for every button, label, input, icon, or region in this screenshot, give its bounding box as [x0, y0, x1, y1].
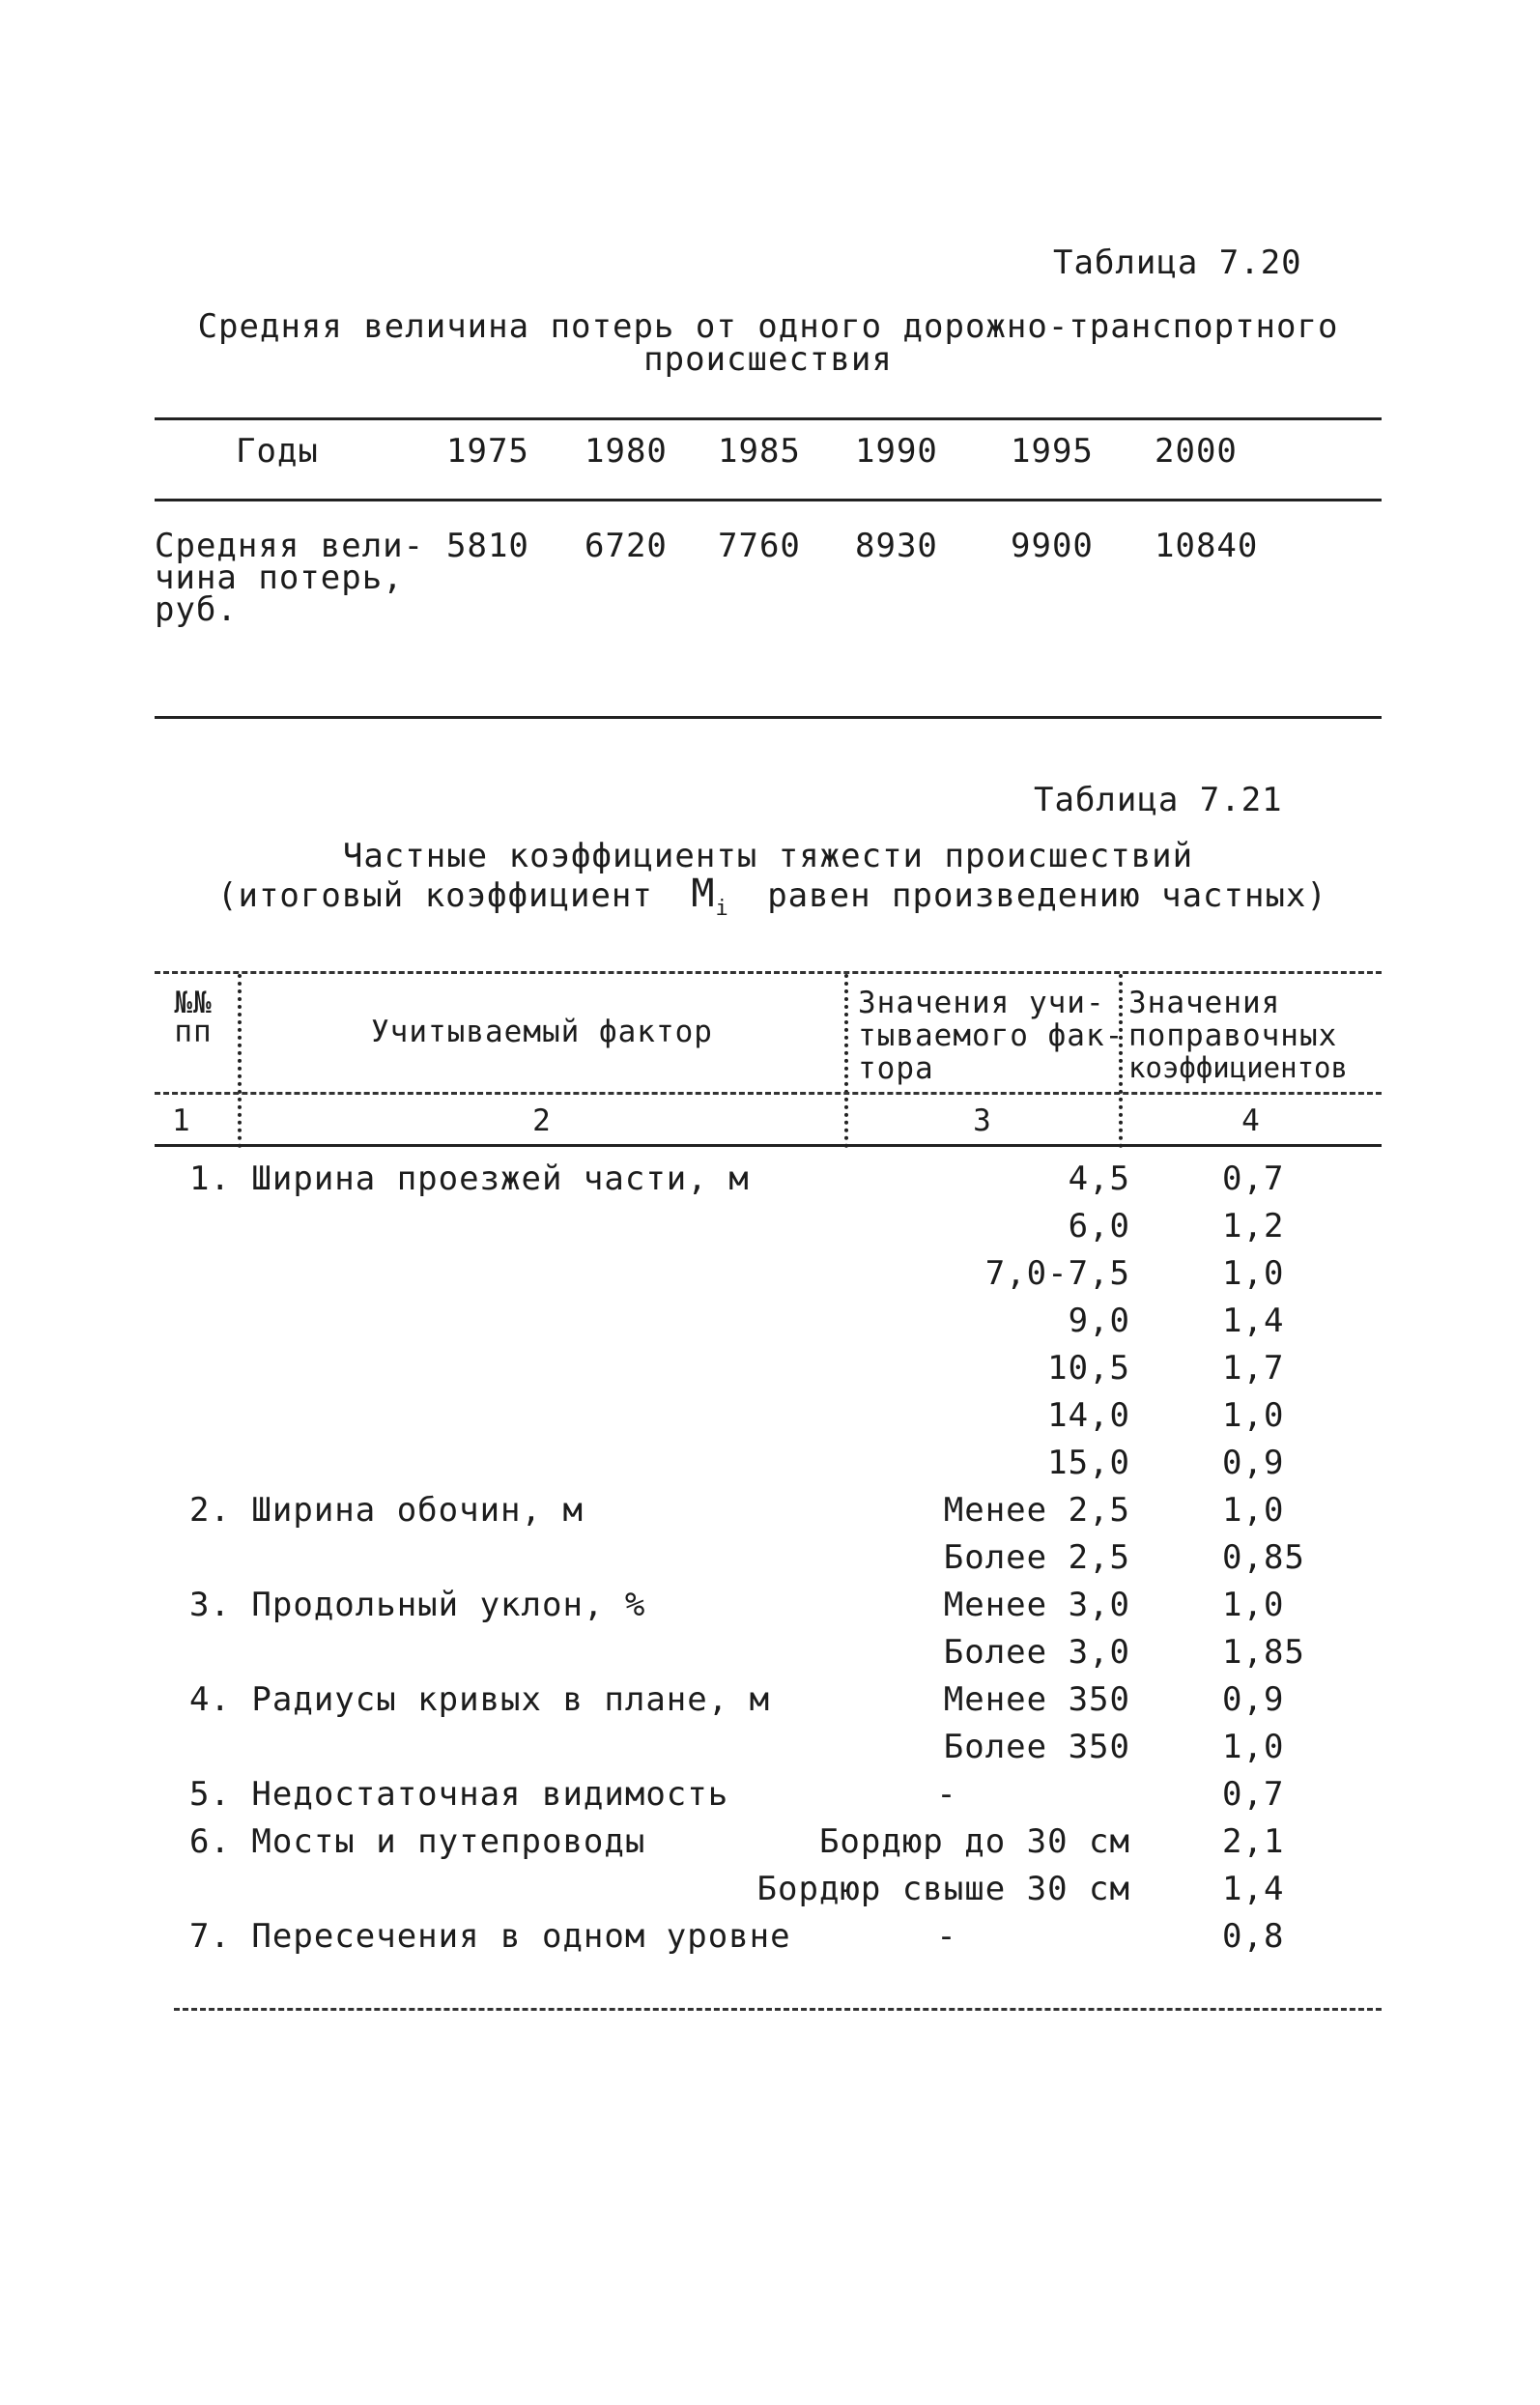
- table-title-line2: происшествия: [643, 340, 893, 379]
- title-subscript: i: [715, 897, 729, 921]
- table1-header-rule: [155, 499, 1382, 501]
- header-col4-line1: Значения: [1128, 986, 1281, 1020]
- coefficient-cell: 1,0: [1222, 1254, 1285, 1293]
- coefficient-cell: 0,7: [1222, 1775, 1285, 1814]
- table1-top-rule: [155, 417, 1382, 420]
- title-symbol: $M_i$: [691, 872, 729, 921]
- title-text-a: (итоговый коэффициент: [217, 876, 653, 915]
- factor-cell: 7. Пересечения в одном уровне: [189, 1917, 791, 1956]
- coefficient-cell: 0,85: [1222, 1538, 1305, 1577]
- header-col2: Учитываемый фактор: [371, 1015, 713, 1049]
- table2-bottom-rule: [174, 2008, 1382, 2011]
- table-label-7-20: Таблица 7.20: [1053, 243, 1302, 282]
- factor-value-cell: 4,5: [1068, 1160, 1130, 1198]
- coefficient-cell: 0,9: [1222, 1444, 1285, 1482]
- year-cell: 1990: [855, 432, 938, 471]
- col-divider-2: [844, 974, 848, 1148]
- coefficient-cell: 1,4: [1222, 1870, 1285, 1908]
- coefficient-cell: 1,0: [1222, 1586, 1285, 1624]
- year-cell: 1980: [585, 432, 668, 471]
- factor-value-cell: -: [936, 1775, 957, 1814]
- value-cell: 9900: [1011, 527, 1094, 565]
- coefficient-cell: 0,8: [1222, 1917, 1285, 1956]
- header-col3-line2: тываемого фак-: [858, 1018, 1125, 1053]
- factor-value-cell: Бордюр до 30 см: [818, 1822, 1130, 1861]
- year-cell: 2000: [1155, 432, 1238, 471]
- header-col3-line3: тора: [858, 1051, 934, 1086]
- factor-value-cell: 14,0: [1047, 1396, 1130, 1435]
- year-cell: 1995: [1011, 432, 1094, 471]
- coefficient-cell: 2,1: [1222, 1822, 1285, 1861]
- factor-value-cell: Менее 350: [943, 1680, 1130, 1719]
- table1-bottom-rule: [155, 716, 1382, 719]
- colnum-3: 3: [973, 1103, 992, 1138]
- table-label-7-21: Таблица 7.21: [1034, 781, 1283, 819]
- value-cell: 5810: [446, 527, 529, 565]
- colnum-2: 2: [532, 1103, 552, 1138]
- year-cell: 1985: [718, 432, 801, 471]
- factor-value-cell: Менее 2,5: [943, 1491, 1130, 1530]
- table1-row-label-1: Средняя вели-: [155, 527, 425, 565]
- factor-cell: 6. Мосты и путепроводы: [189, 1822, 646, 1861]
- table2-top-rule: [155, 971, 1382, 974]
- coefficient-cell: 1,2: [1222, 1207, 1285, 1245]
- table2-header-rule: [155, 1092, 1382, 1095]
- factor-value-cell: Бордюр свыше 30 см: [756, 1870, 1130, 1908]
- colnum-4: 4: [1241, 1103, 1261, 1138]
- factor-value-cell: -: [936, 1917, 957, 1956]
- table1-row-label-2: чина потерь,: [155, 558, 404, 597]
- coefficient-cell: 1,0: [1222, 1396, 1285, 1435]
- factor-cell: 5. Недостаточная видимость: [189, 1775, 729, 1814]
- value-cell: 7760: [718, 527, 801, 565]
- factor-cell: 3. Продольный уклон, %: [189, 1586, 646, 1624]
- table-title-line1: Средняя величина потерь от одного дорожно-транспортного: [197, 307, 1339, 346]
- factor-value-cell: 9,0: [1068, 1302, 1130, 1340]
- header-col1-line1: №№: [174, 986, 213, 1020]
- factor-value-cell: 7,0-7,5: [984, 1254, 1130, 1293]
- header-col4-line3: коэффициентов: [1128, 1051, 1348, 1084]
- factor-value-cell: Более 350: [943, 1728, 1130, 1766]
- header-col4-line2: поправочных: [1128, 1018, 1338, 1053]
- coefficient-cell: 1,85: [1222, 1633, 1305, 1672]
- factor-value-cell: Менее 3,0: [943, 1586, 1130, 1624]
- coefficient-cell: 0,9: [1222, 1680, 1285, 1719]
- year-cell: 1975: [446, 432, 529, 471]
- table2-title-line1: Частные коэффициенты тяжести происшествий: [342, 837, 1194, 875]
- coefficient-cell: 1,0: [1222, 1728, 1285, 1766]
- factor-value-cell: 10,5: [1047, 1349, 1130, 1388]
- factor-value-cell: 6,0: [1068, 1207, 1130, 1245]
- factor-value-cell: 15,0: [1047, 1444, 1130, 1482]
- table1-row-label-3: руб.: [155, 590, 238, 629]
- factor-value-cell: Более 2,5: [943, 1538, 1130, 1577]
- colnum-1: 1: [172, 1103, 191, 1138]
- col-divider-1: [238, 974, 242, 1148]
- coefficient-cell: 1,7: [1222, 1349, 1285, 1388]
- coefficient-cell: 1,4: [1222, 1302, 1285, 1340]
- header-col1-line2: пп: [174, 1015, 213, 1049]
- coefficient-cell: 0,7: [1222, 1160, 1285, 1198]
- value-cell: 10840: [1155, 527, 1259, 565]
- value-cell: 6720: [585, 527, 668, 565]
- col-divider-3: [1119, 974, 1123, 1148]
- title-text-b: равен произведению частных): [767, 876, 1327, 915]
- factor-cell: 4. Радиусы кривых в плане, м: [189, 1680, 771, 1719]
- table1-header-years: Годы: [236, 432, 319, 471]
- value-cell: 8930: [855, 527, 938, 565]
- coefficient-cell: 1,0: [1222, 1491, 1285, 1530]
- table2-title-line2: [217, 872, 1327, 921]
- factor-value-cell: Более 3,0: [943, 1633, 1130, 1672]
- factor-cell: 1. Ширина проезжей части, м: [189, 1160, 750, 1198]
- header-col3-line1: Значения учи-: [858, 986, 1105, 1020]
- factor-cell: 2. Ширина обочин, м: [189, 1491, 584, 1530]
- table2-colnum-rule: [155, 1144, 1382, 1147]
